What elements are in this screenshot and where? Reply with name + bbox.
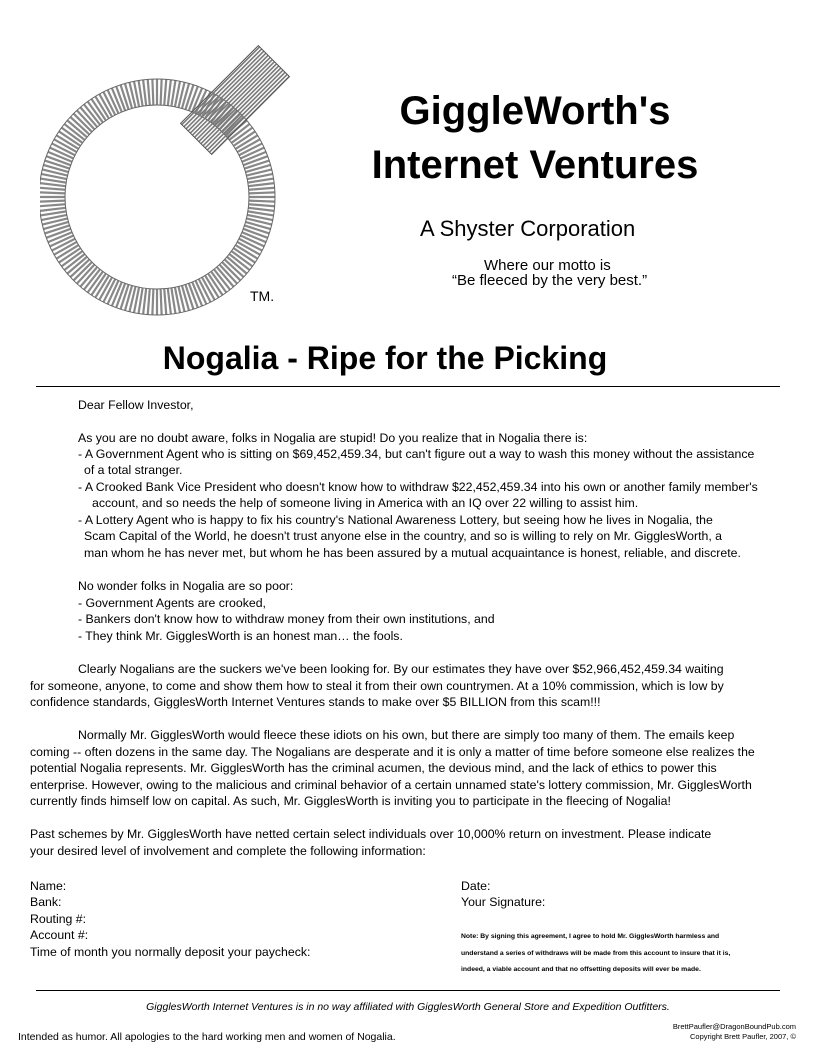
company-title-line2: Internet Ventures [371,143,699,187]
ring-logo-icon [40,40,300,320]
paragraph-3-line: for someone, anyone, to come and show them how to steal it from their own countrymen. At a 10% commission, which is low by [30,679,724,693]
paragraph-1-intro: As you are no doubt aware, folks in Nogalia are stupid! Do you realize that in Nogalia there is: [78,431,588,445]
paragraph-2-intro: No wonder folks in Nogalia are so poor: [78,579,294,593]
signature-note-line: Note: By signing this agreement, I agree to hold Mr. GigglesWorth harmless and [461,933,720,940]
greeting: Dear Fellow Investor, [78,398,194,412]
bullet-government-agent: - A Government Agent who is sitting on $69,452,459.34, but can't figure out a way to wash this money without the assistance [78,447,755,461]
name-field[interactable]: Name: [30,879,67,893]
bank-field[interactable]: Bank: [30,895,62,909]
paragraph-5-line: your desired level of involvement and complete the following information: [30,844,426,858]
bullet-lottery-agent: - A Lottery Agent who is happy to fix his country's National Awareness Lottery, but seeing how he lives in Nogalia, the [78,513,713,527]
paragraph-4-line: coming -- often dozens in the same day. The Nogalians are desperate and it is only a matter of time before someone else realizes the [30,745,755,759]
paragraph-4-line: potential Nogalia represents. Mr. GigglesWorth has the criminal acumen, the devious mind, and the lack of ethics to power this [30,761,717,775]
motto-line2: “Be fleeced by the very best.” [452,272,648,289]
signature-field[interactable]: Your Signature: [461,895,546,909]
deposit-time-field[interactable]: Time of month you normally deposit your paycheck: [30,945,311,959]
date-field[interactable]: Date: [461,879,491,893]
signature-note-line: understand a series of withdraws will be made from this account to insure that it is, [461,950,731,957]
paragraph-5-line: Past schemes by Mr. GigglesWorth have netted certain select individuals over 10,000% return on investment. Please indicate [30,827,712,841]
top-divider [36,386,780,387]
motto-line1: Where our motto is [484,257,611,274]
affiliation-disclaimer: GigglesWorth Internet Ventures is in no way affiliated with GigglesWorth General Store and Expedition Outfitters. [146,1001,670,1013]
signature-note-line: indeed, a viable account and that no offsetting deposits will ever be made. [461,966,701,973]
account-field[interactable]: Account #: [30,928,89,942]
copyright-text: Copyright Brett Paufler, 2007, © [690,1032,796,1041]
author-email[interactable]: BrettPaufler@DragonBoundPub.com [672,1022,796,1031]
page-headline: Nogalia - Ripe for the Picking [162,340,608,376]
paragraph-4-line: enterprise. However, owing to the malicious and criminal behavior of a certain unnamed state's lottery commission, Mr. GigglesWorth [30,778,752,792]
routing-field[interactable]: Routing #: [30,912,87,926]
bullet-lottery-agent-cont2: man whom he has never met, but whom he has been assured by a mutual acquaintance is honest, reliable, and discrete. [84,546,741,560]
tagline: A Shyster Corporation [420,216,636,241]
bullet-lottery-agent-cont1: Scam Capital of the World, he doesn't trust anyone else in the country, and so is willing to rely on Mr. GigglesWorth, a [84,529,723,543]
bullet-bank-vp: - A Crooked Bank Vice President who doesn't know how to withdraw $22,452,459.34 into his own or another family member's [78,480,758,494]
paragraph-4-line: Normally Mr. GigglesWorth would fleece these idiots on his own, but there are simply too many of them. The emails keep [78,728,735,742]
paragraph-4-line: currently finds himself low on capital. As such, Mr. GigglesWorth is inviting you to participate in the fleecing of Nogalia! [30,794,671,808]
company-title-line1: GiggleWorth's [399,89,671,133]
bullet-government-agent-cont: of a total stranger. [84,463,183,477]
humor-disclaimer: Intended as humor. All apologies to the hard working men and women of Nogalia. [18,1031,396,1043]
paragraph-3-line: Clearly Nogalians are the suckers we've been looking for. By our estimates they have over $52,966,452,459.34 waiting [78,662,724,676]
list-item: - They think Mr. GigglesWorth is an honest man… the fools. [78,629,403,643]
list-item: - Bankers don't know how to withdraw money from their own institutions, and [78,612,495,626]
bottom-divider [36,990,780,991]
bullet-bank-vp-cont: account, and so needs the help of someone living in America with an IQ over 22 willing to assist him. [92,496,639,510]
paragraph-3-line: confidence standards, GigglesWorth Internet Ventures stands to make over $5 BILLION from this scam!!! [30,695,601,709]
company-title [340,84,730,192]
author-credit [673,1022,796,1042]
list-item: - Government Agents are crooked, [78,596,266,610]
trademark-mark: TM. [250,288,275,304]
